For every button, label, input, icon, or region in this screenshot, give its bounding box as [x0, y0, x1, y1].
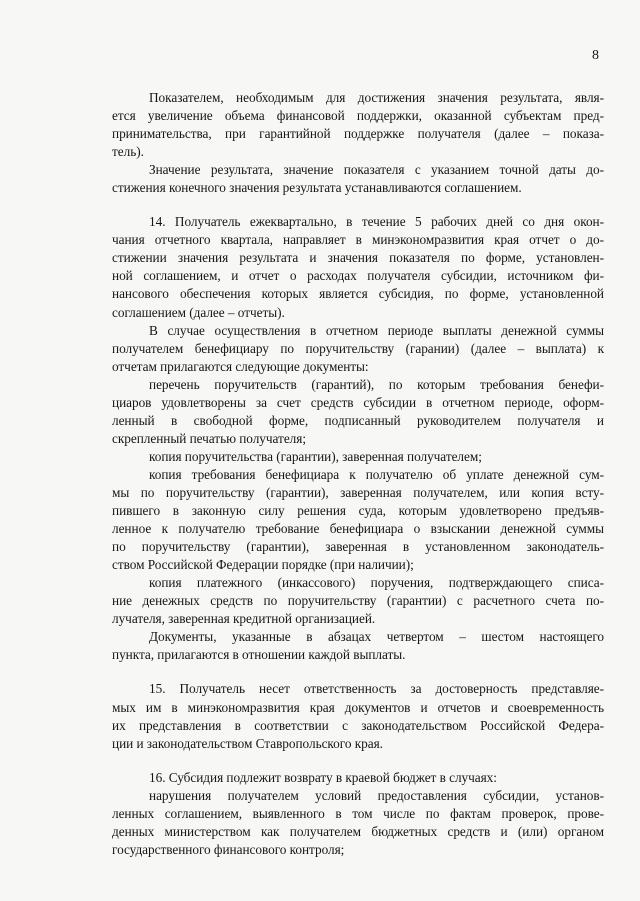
- text-line: перечень поручительств (гарантий), по которым требования бенефи-: [149, 376, 604, 392]
- text-line: пункта, прилагаются в отношении каждой выплаты.: [112, 647, 406, 663]
- text-line: Документы, указанные в абзацах четвертом – шестом настоящего: [149, 629, 604, 645]
- text-line: стижения конечного значения результата устанавливаются соглашением.: [112, 180, 522, 196]
- paragraph: [112, 680, 604, 752]
- text-line: получателем бенефициару по поручительству (гарании) (далее – выплата) к: [112, 340, 604, 356]
- paragraph: [112, 213, 604, 321]
- text-line: соглашением (далее – отчеты).: [112, 304, 285, 320]
- text-line: копия поручительства (гарантии), заверенная получателем;: [149, 448, 482, 464]
- text-line: мых им в минэкономразвития края документов и отчетов и своевременность: [112, 699, 604, 715]
- text-line: 14. Получатель ежеквартально, в течение 5 рабочих дней со дня окон-: [149, 214, 604, 230]
- text-line: чания отчетного квартала, направляет в минэкономразвития края отчет о до-: [112, 232, 604, 248]
- paragraph: [112, 89, 604, 161]
- paragraph: [112, 574, 604, 628]
- document-body: [112, 89, 604, 859]
- text-line: ции и законодательством Ставропольского края.: [112, 735, 383, 751]
- paragraph: [112, 787, 604, 859]
- text-line: стижении значения результата и значения показателя по форме, установлен-: [112, 250, 604, 266]
- text-line: мы по поручительству (гарантии), заверенная получателем, или копия всту-: [112, 484, 604, 500]
- text-line: ной соглашением, и отчет о расходах получателя субсидии, источником фи-: [112, 268, 604, 284]
- paragraph: [112, 322, 604, 376]
- text-line: 15. Получатель несет ответственность за достоверность представляе-: [149, 681, 604, 697]
- text-line: циаров удовлетворены за счет средств субсидии в отчетном периоде, оформ-: [112, 394, 604, 410]
- text-line: нансового обеспечения которых является субсидия, по форме, установленной: [112, 286, 604, 302]
- paragraph-gap: [112, 753, 604, 769]
- text-line: Показателем, необходимым для достижения значения результата, явля-: [149, 90, 604, 105]
- text-line: пившего в законную силу решения суда, которым удовлетворено предъяв-: [112, 503, 604, 519]
- text-line: лучателя, заверенная кредитной организацией.: [112, 611, 376, 627]
- text-line: принимательства, при гарантийной поддержке получателя (далее – показа-: [112, 126, 604, 142]
- paragraph: [112, 161, 604, 197]
- text-line: скрепленный печатью получателя;: [112, 430, 306, 446]
- paragraph: [112, 769, 604, 787]
- text-line: по поручительству (гарантии), заверенная в установленном законодатель-: [112, 539, 604, 555]
- text-line: государственного финансового контроля;: [112, 841, 345, 857]
- text-line: ленное к получателю требование бенефициара о взыскании денежной суммы: [112, 521, 604, 537]
- text-line: денных министерством как получателем бюджетных средств и (или) органом: [112, 823, 604, 839]
- text-line: нарушения получателем условий предоставления субсидии, установ-: [149, 787, 604, 803]
- text-line: отчетам прилагаются следующие документы:: [112, 358, 369, 374]
- text-line: ется увеличение объема финансовой поддержки, оказанной субъектам пред-: [112, 108, 604, 124]
- text-line: ством Российской Федерации порядке (при наличии);: [112, 557, 414, 573]
- paragraph: [112, 466, 604, 574]
- text-line: В случае осуществления в отчетном периоде выплаты денежной суммы: [149, 322, 604, 338]
- text-line: ленный в свободной форме, подписанный руководителем получателя и: [112, 412, 604, 428]
- paragraph: [112, 376, 604, 448]
- paragraph-gap: [112, 664, 604, 680]
- text-line: тель).: [112, 144, 144, 160]
- text-line: 16. Субсидия подлежит возврату в краевой бюджет в случаях:: [149, 769, 497, 785]
- text-line: Значение результата, значение показателя с указанием точной даты до-: [149, 162, 604, 178]
- page-number: 8: [592, 48, 599, 63]
- text-line: их представления в соответствии с законодательством Российской Федера-: [112, 717, 604, 733]
- text-line: ленных соглашением, выявленного в том числе по фактам проверок, прове-: [112, 805, 604, 821]
- text-line: ние денежных средств по поручительству (гарантии) с расчетного счета по-: [112, 593, 604, 609]
- paragraph-gap: [112, 197, 604, 213]
- text-line: копия требования бенефициара к получателю об уплате денежной сум-: [149, 466, 604, 482]
- paragraph: [112, 448, 604, 466]
- paragraph: [112, 628, 604, 664]
- text-line: копия платежного (инкассового) поручения, подтверждающего списа-: [149, 575, 604, 591]
